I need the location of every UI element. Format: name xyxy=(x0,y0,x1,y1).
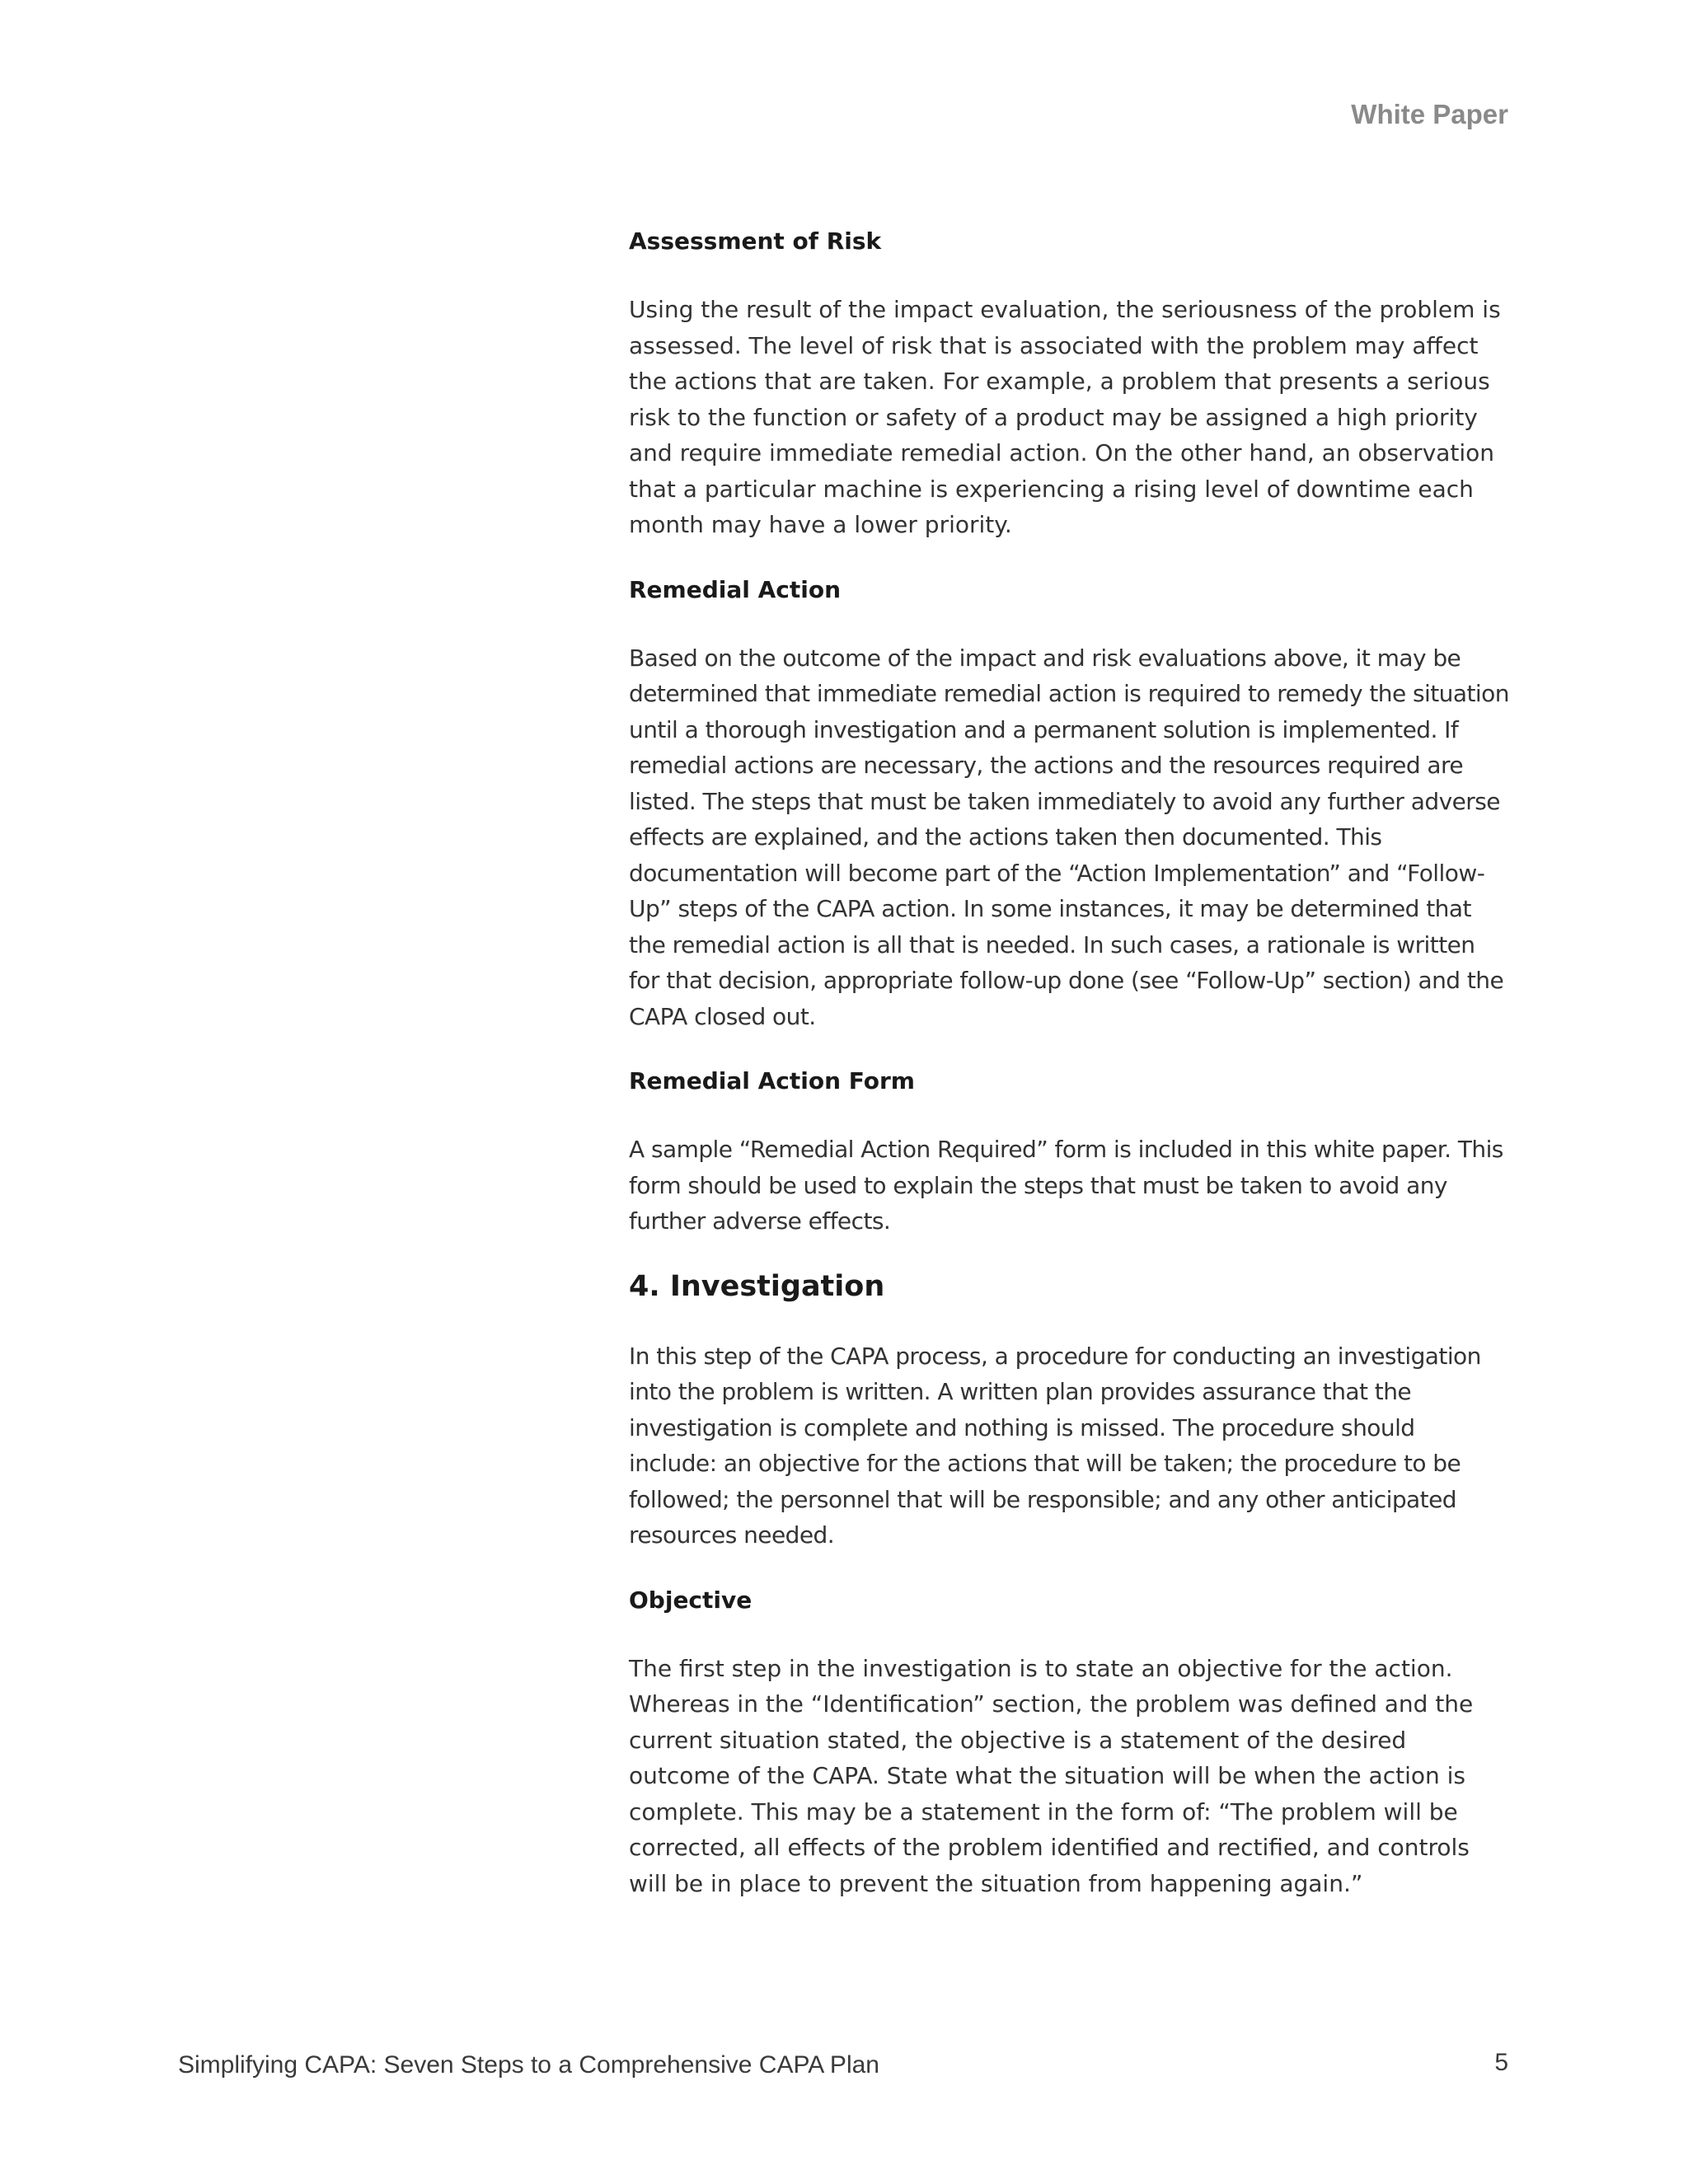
objective-paragraph: The first step in the investigation is to state an objective for the action. Whereas in the “Identification” section, the problem was defined and the current situation stated, the objective is a statement of the desired outcome of the CAPA. State what the situation will be when the action is complete. This may be a statement in the form of: “The problem will be corrected, all effects of the problem identified and rectified, and controls will be in place to prevent the situation from happening again.” xyxy=(629,1654,1474,1897)
investigation-paragraph: In this step of the CAPA process, a procedure for conducting an investigation into the problem is written. A written plan provides assurance that the investigation is complete and nothing is missed. The procedure should include: an objective for the actions that will be taken; the procedure to be followed; the personnel that will be responsible; and any other anticipated resources needed. xyxy=(629,1342,1481,1549)
remedial-action-paragraph: Based on the outcome of the impact and risk evaluations above, it may be determined that immediate remedial action is required to remedy the situation until a thorough investigation and a permanent solution is implemented. If remedial actions are necessary, the actions and the resources required are listed. The steps that must be taken immediately to avoid any further adverse effects are explained, and the actions taken then documented. This documentation will become part of the “Action Implementation” and “Follow-Up” steps of the CAPA action. In some instances, it may be determined that the remedial action is all that is needed. In such cases, a rationale is written for that decision, appropriate follow-up done (see “Follow-Up” section) and the CAPA closed out. xyxy=(629,644,1509,1030)
assessment-heading: Assessment of Risk xyxy=(629,227,882,255)
remedial-action-form-heading: Remedial Action Form xyxy=(629,1067,915,1094)
footer-document-title: Simplifying CAPA: Seven Steps to a Comprehensive CAPA Plan xyxy=(178,2051,879,2079)
remedial-action-form-paragraph: A sample “Remedial Action Required” form is included in this white paper. This form should be used to explain the steps that must be taken to avoid any further adverse effects. xyxy=(629,1136,1503,1235)
section-remedial-action-form xyxy=(629,1061,1509,1240)
section-remedial-action xyxy=(629,569,1509,1035)
investigation-title: 4. Investigation xyxy=(629,1269,885,1303)
section-objective xyxy=(629,1580,1509,1902)
page-number: 5 xyxy=(1494,2049,1508,2076)
section-assessment-of-risk xyxy=(629,221,1509,543)
objective-heading: Objective xyxy=(629,1586,753,1614)
section-investigation xyxy=(629,1266,1509,1554)
assessment-paragraph: Using the result of the impact evaluation, the seriousness of the problem is assessed. The level of risk that is associated with the problem may affect the actions that are taken. For example, a problem that presents a serious risk to the function or safety of a product may be assigned a high priority and require immediate remedial action. On the other hand, an observation that a particular machine is experiencing a rising level of downtime each month may have a lower priority. xyxy=(629,296,1501,538)
document-body xyxy=(629,221,1509,1928)
header-label: White Paper xyxy=(1351,99,1508,129)
remedial-action-heading: Remedial Action xyxy=(629,575,842,603)
